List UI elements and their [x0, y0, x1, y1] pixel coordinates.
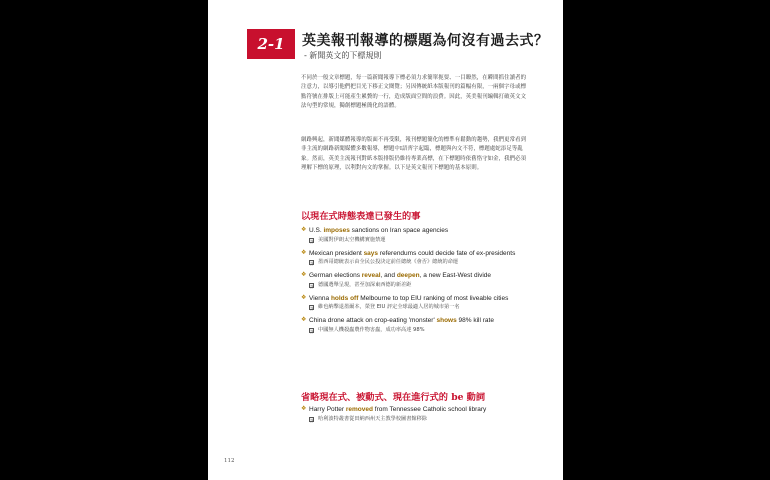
translation-text: 維也納擊退墨爾本，榮登 EIU 評定全球最適人居的城市第一名 [318, 304, 460, 311]
diamond-bullet-icon: ❖ [301, 317, 307, 324]
headline-example [301, 405, 531, 415]
headline-text: Mexican president says referendums could decide fate of ex-presidents [309, 249, 516, 257]
translation-text: 墨西哥總統表示由全民公投決定前任總統《會否》總統的命運 [318, 259, 459, 266]
translation-line [309, 415, 531, 424]
translation-text: 中國無人機殺蟲農作物害蟲，成功率高達 98% [318, 326, 425, 333]
translation-icon: 譯 [310, 306, 314, 312]
translation-icon: 譯 [310, 283, 314, 289]
translation-line [309, 281, 531, 290]
translation-icon: 譯 [310, 238, 314, 244]
verb-highlight: imposes [323, 227, 350, 234]
verb-highlight: says [363, 249, 379, 257]
headline-text: China drone attack on crop-eating 'monster' shows 98% kill rate [309, 317, 494, 325]
chapter-number-badge: 2-1 [247, 29, 295, 59]
headline-text: Harry Potter removed from Tennessee Catholic school library [309, 406, 487, 413]
diamond-bullet-icon: ❖ [301, 294, 307, 301]
headline-example [301, 249, 531, 259]
section-heading-present-tense: 以現在式時態表達已發生的事 [301, 211, 421, 222]
list-item [301, 271, 531, 290]
translation-icon: 譯 [310, 328, 314, 334]
headline-example [301, 316, 531, 326]
headline-example [301, 271, 531, 281]
chapter-title: 英美報刊報導的標題為何沒有過去式？ [302, 33, 549, 49]
chapter-subtitle: - 新聞英文的下標規則 [304, 51, 382, 60]
list-item [301, 316, 531, 335]
verb-highlight: holds off [330, 294, 359, 302]
diamond-bullet-icon: ❖ [301, 406, 307, 412]
translation-line [309, 236, 531, 245]
translation-icon: 譯 [310, 417, 314, 423]
verb-highlight: deepen [396, 272, 420, 280]
translation-line [309, 303, 531, 312]
book-page [208, 0, 563, 480]
example-list-present-tense [301, 226, 531, 339]
diamond-bullet-icon: ❖ [301, 249, 307, 256]
diamond-bullet-icon: ❖ [301, 227, 307, 233]
list-item [301, 249, 531, 268]
translation-text: 德國選舉呈現，甚至加深東西德的新差距 [318, 281, 412, 288]
verb-highlight: shows [436, 317, 457, 325]
page-number: 112 [224, 458, 235, 464]
translation-line [309, 326, 531, 335]
list-item [301, 226, 531, 245]
diamond-bullet-icon: ❖ [301, 272, 307, 279]
translation-icon: 譯 [310, 261, 314, 267]
translation-text: 哈利波特叢書從田納西州天主教學校圖書館移除 [318, 415, 427, 422]
headline-text: U.S. imposes sanctions on Iran space agencies [309, 227, 449, 234]
verb-highlight: removed [345, 406, 373, 413]
translation-line [309, 258, 531, 267]
headline-text: Vienna holds off Melbourne to top EIU ranking of most liveable cities [309, 294, 509, 302]
translation-text: 美國對伊朗太空機構實施禁運 [318, 236, 386, 243]
headline-text: German elections reveal, and deepen, a new East-West divide [309, 272, 491, 280]
headline-example [301, 294, 531, 304]
list-item [301, 294, 531, 313]
example-list-omit-be [301, 405, 531, 428]
list-item [301, 405, 531, 424]
headline-example [301, 226, 531, 236]
verb-highlight: reveal [361, 272, 381, 280]
intro-paragraph-2: 網路興起，新聞媒體報導的版面不再受限，報刊標題簡化的標準有鬆動的趨勢，我們更常看到非主流的網路新聞媒體多數報導，標題中I語齊字起臨，標題與內文不符，標題處蛇添足等亂象。然而，英美主流報刊對紙本版排版仍維持專業高標，在下標題時依舊恪守如金，我們必須理解下標的原理，以利對內文的掌握。以下是英文報刊下標題的基本原則。 [301, 137, 527, 171]
intro-paragraph-1: 不同於一般文章標題，每一篇新聞報導下標必須力求簡單扼要、一目瞭然，在瞬間抓住讀者的注意力，以導引他們把目光下移正文閱覽；另因傳統紙本版報刊的篇幅有限，一兩個字母或標點符號在排版上可能產生累贅的一行，造成版面空間的浪費。因此，英美報刊編輯打破英文文法句型的常規，獨創標題極簡化的語體。 [301, 75, 527, 109]
section-heading-omit-be: 省略現在式、被動式、現在進行式的 be 動詞 [301, 392, 486, 403]
